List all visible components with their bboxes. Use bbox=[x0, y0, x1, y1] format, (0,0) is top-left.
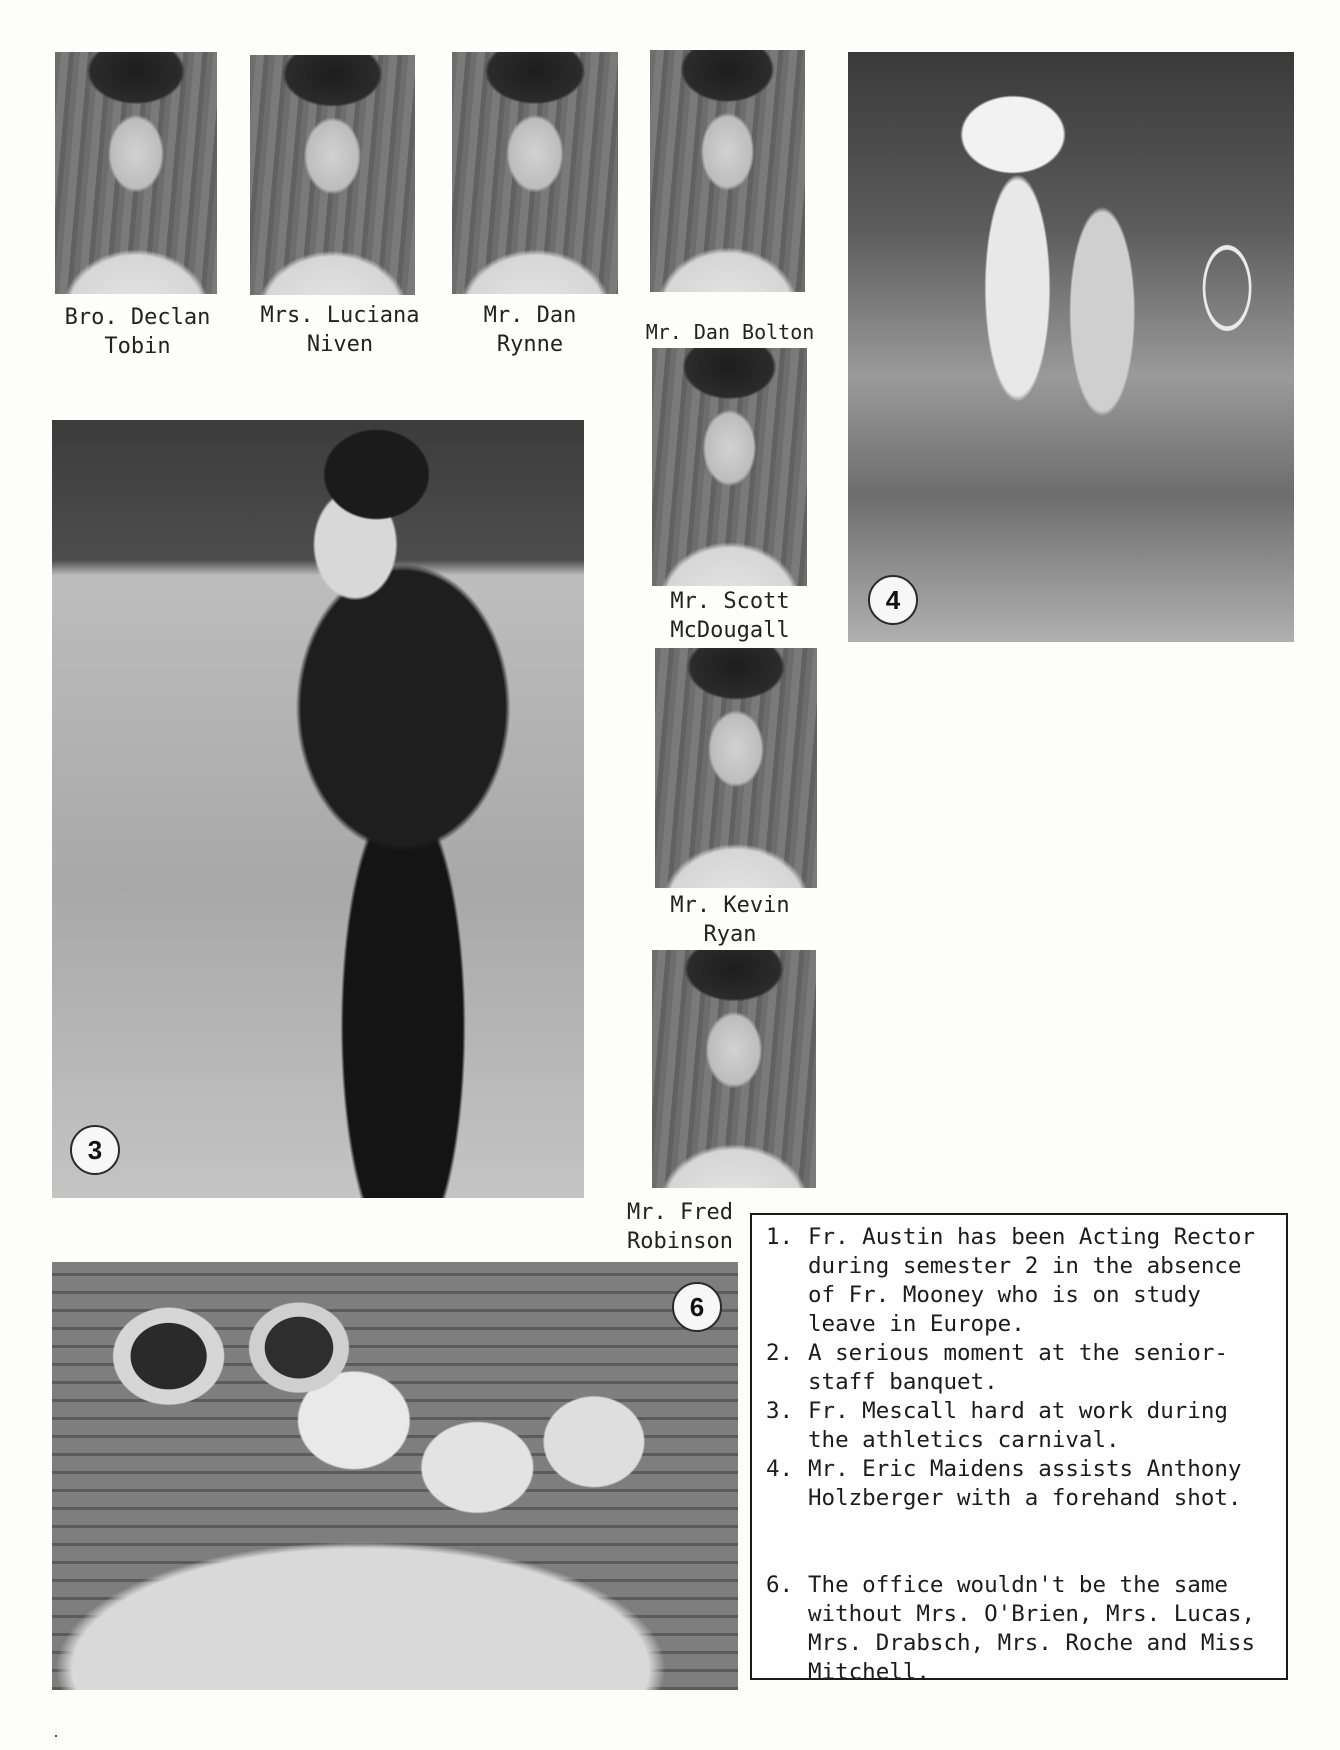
caption-line: Niven bbox=[306, 332, 374, 357]
portrait-dan-bolton bbox=[650, 50, 805, 292]
photo-tennis-forehand bbox=[848, 52, 1294, 642]
print-speck bbox=[55, 1735, 57, 1737]
caption-text: A serious moment at the senior-staff banquet. bbox=[808, 1340, 1228, 1395]
caption-line: Mr. Dan Bolton bbox=[645, 320, 815, 344]
caption-text: Mr. Eric Maidens assists Anthony Holzberger with a forehand shot. bbox=[808, 1456, 1242, 1511]
caption-item bbox=[760, 1339, 1276, 1397]
photo-number-badge: 3 bbox=[70, 1125, 120, 1175]
caption-number: 6. bbox=[766, 1572, 794, 1598]
caption-luciana-niven bbox=[240, 301, 440, 359]
caption-item bbox=[760, 1571, 1276, 1687]
photo-number-badge: 6 bbox=[672, 1282, 722, 1332]
caption-line: Mr. Scott bbox=[670, 589, 790, 614]
caption-line: Mr. Kevin bbox=[670, 893, 790, 918]
caption-line: Mr. Fred bbox=[627, 1200, 733, 1225]
portrait-scott-mcdougall bbox=[652, 348, 807, 586]
caption-kevin-ryan bbox=[650, 891, 810, 949]
caption-line: McDougall bbox=[670, 618, 790, 643]
photo-number-badge: 4 bbox=[868, 575, 918, 625]
portrait-kevin-ryan bbox=[655, 648, 817, 888]
photo-athletics-carnival bbox=[52, 420, 584, 1198]
photo-office-staff bbox=[52, 1262, 738, 1690]
portrait-luciana-niven bbox=[250, 55, 415, 295]
caption-number: 2. bbox=[766, 1340, 794, 1366]
caption-list bbox=[760, 1223, 1276, 1687]
photo-captions-box bbox=[750, 1213, 1288, 1685]
caption-number: 4. bbox=[766, 1456, 794, 1482]
caption-fred-robinson bbox=[615, 1198, 745, 1256]
caption-line: Robinson bbox=[627, 1229, 733, 1254]
caption-line: Bro. Declan bbox=[64, 305, 211, 330]
caption-number: 3. bbox=[766, 1398, 794, 1424]
caption-line: Ryan bbox=[703, 922, 757, 947]
caption-dan-bolton bbox=[640, 318, 820, 347]
portrait-dan-rynne bbox=[452, 52, 618, 294]
caption-item bbox=[760, 1455, 1276, 1513]
caption-line: Rynne bbox=[496, 332, 564, 357]
caption-line: Tobin bbox=[104, 334, 171, 359]
caption-item bbox=[760, 1223, 1276, 1339]
caption-text: The office wouldn't be the same without Mrs. O'Brien, Mrs. Lucas, Mrs. Drabsch, Mrs. Roche and Miss Mitchell. bbox=[808, 1572, 1256, 1685]
caption-text: Fr. Austin has been Acting Rector during semester 2 in the absence of Fr. Mooney who is on study leave in Europe. bbox=[808, 1224, 1256, 1337]
caption-item bbox=[760, 1397, 1276, 1455]
caption-line: Mr. Dan bbox=[483, 303, 577, 328]
caption-number: 1. bbox=[766, 1224, 794, 1250]
caption-scott-mcdougall bbox=[650, 587, 810, 645]
caption-dan-rynne bbox=[450, 301, 610, 359]
portrait-fred-robinson bbox=[652, 950, 816, 1188]
caption-line: Mrs. Luciana bbox=[260, 303, 420, 328]
caption-text: Fr. Mescall hard at work during the athletics carnival. bbox=[808, 1398, 1228, 1453]
portrait-declan-tobin bbox=[55, 52, 217, 294]
caption-declan-tobin bbox=[40, 303, 235, 361]
